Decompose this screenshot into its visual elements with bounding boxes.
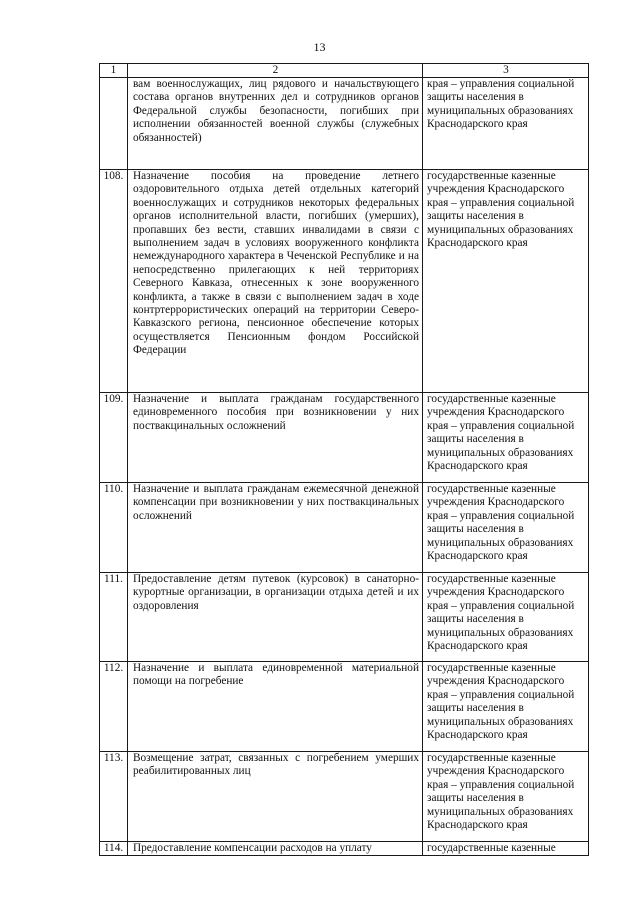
row-number: 114. xyxy=(100,842,128,856)
table-row xyxy=(100,393,589,483)
service-description: Назначение и выплата гражданам государственного единовременного пособия при возникновении у них поствакцинальных осложнений xyxy=(128,393,423,483)
responsible-organization: государственные казенные учреждения Краснодарского края – управления социальной защиты населения в муниципальных образованиях Краснодарского края xyxy=(423,573,589,662)
responsible-organization: государственные казенные учреждения Краснодарского края – управления социальной защиты населения в муниципальных образованиях Краснодарского края xyxy=(423,483,589,573)
table-row xyxy=(100,483,589,573)
table-row xyxy=(100,842,589,856)
column-header-2: 2 xyxy=(128,64,423,78)
row-number: 113. xyxy=(100,752,128,842)
table-header-row xyxy=(100,64,589,78)
responsible-organization: государственные казенные xyxy=(423,842,589,856)
service-description: Предоставление детям путевок (курсовок) в санаторно-курортные организации, в организации отдыха детей и их оздоровления xyxy=(128,573,423,662)
responsible-organization: государственные казенные учреждения Краснодарского края – управления социальной защиты населения в муниципальных образованиях Краснодарского края xyxy=(423,393,589,483)
column-header-3: 3 xyxy=(423,64,589,78)
row-number: 111. xyxy=(100,573,128,662)
services-table xyxy=(99,63,589,856)
service-description: Назначение и выплата гражданам ежемесячной денежной компенсации при возникновении у них поствакцинальных осложнений xyxy=(128,483,423,573)
row-number: 110. xyxy=(100,483,128,573)
table-row xyxy=(100,573,589,662)
row-number: 108. xyxy=(100,170,128,393)
table-row xyxy=(100,752,589,842)
row-number xyxy=(100,78,128,170)
service-description: вам военнослужащих, лиц рядового и начальствующего состава органов внутренних дел и сотрудников органов Федеральной службы безопасности, погибших при исполнении обязанностей военной службы (служебных обязанностей) xyxy=(128,78,423,170)
service-description: Возмещение затрат, связанных с погребением умерших реабилитированных лиц xyxy=(128,752,423,842)
table-row xyxy=(100,662,589,752)
responsible-organization: государственные казенные учреждения Краснодарского края – управления социальной защиты населения в муниципальных образованиях Краснодарского края xyxy=(423,170,589,393)
responsible-organization: государственные казенные учреждения Краснодарского края – управления социальной защиты населения в муниципальных образованиях Краснодарского края xyxy=(423,752,589,842)
service-description: Назначение и выплата единовременной материальной помощи на погребение xyxy=(128,662,423,752)
responsible-organization: государственные казенные учреждения Краснодарского края – управления социальной защиты населения в муниципальных образованиях Краснодарского края xyxy=(423,662,589,752)
table-row xyxy=(100,78,589,170)
column-header-1: 1 xyxy=(100,64,128,78)
service-description: Назначение пособия на проведение летнего оздоровительного отдыха детей отдельных категорий военнослужащих и сотрудников некоторых федеральных органов исполнительной власти, погибших (умерших), пропавших без вести, ставших инвалидами в связи с выполнением задач в условиях вооруженного конфликта немеждународного характера в Чеченской Республике и на непосредственно прилегающих к ней территориях Северного Кавказа, отнесенных к зоне вооруженного конфликта, а также в связи с выполнением задач в ходе контртеррористических операций на территории Северо-Кавказского региона, пенсионное обеспечение которых осуществляется Пенсионным фондом Российской Федерации xyxy=(128,170,423,393)
table-row xyxy=(100,170,589,393)
service-description: Предоставление компенсации расходов на уплату xyxy=(128,842,423,856)
row-number: 109. xyxy=(100,393,128,483)
page-number: 13 xyxy=(313,40,326,54)
row-number: 112. xyxy=(100,662,128,752)
responsible-organization: края – управления социальной защиты населения в муниципальных образованиях Краснодарского края xyxy=(423,78,589,170)
